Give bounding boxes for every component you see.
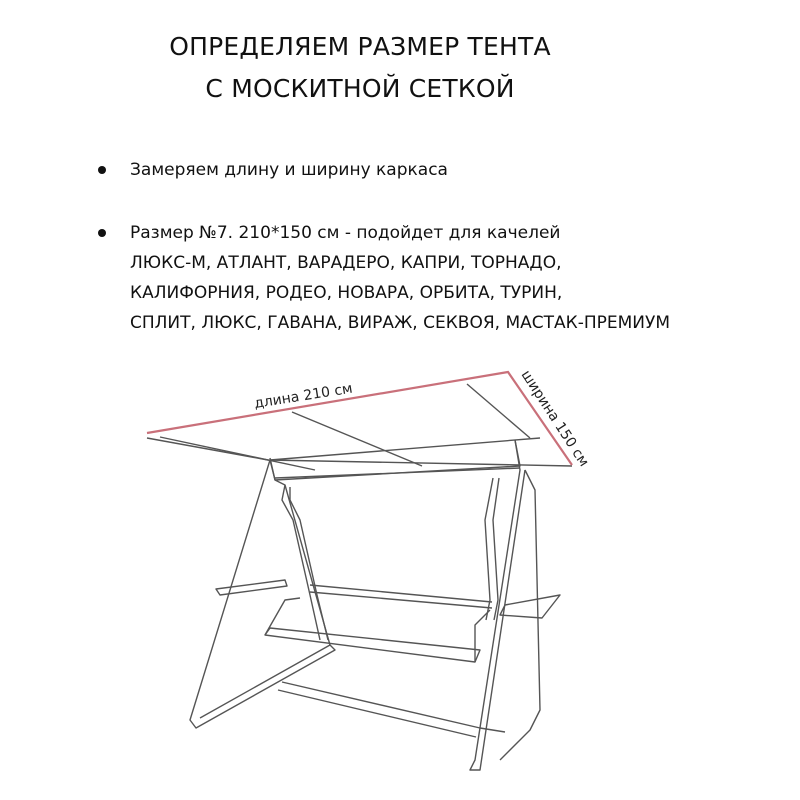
swing-frame	[147, 384, 572, 770]
length-label: длина 210 см	[253, 380, 354, 412]
bullet-text: ЛЮКС-М, АТЛАНТ, ВАРАДЕРО, КАПРИ, ТОРНАДО,	[130, 253, 562, 273]
page-title-line-2: С МОСКИТНОЙ СЕТКОЙ	[205, 74, 515, 103]
bullet-text: Размер №7. 210*150 см - подойдет для качелей	[130, 223, 561, 243]
bullet-text: КАЛИФОРНИЯ, РОДЕО, НОВАРА, ОРБИТА, ТУРИН,	[130, 283, 563, 303]
bullet-text: СПЛИТ, ЛЮКС, ГАВАНА, ВИРАЖ, СЕКВОЯ, МАСТАК-ПРЕМИУМ	[130, 313, 671, 333]
page-title-line-1: ОПРЕДЕЛЯЕМ РАЗМЕР ТЕНТА	[169, 32, 551, 61]
bullet-text: Замеряем длину и ширину каркаса	[130, 160, 448, 180]
width-label: ширина 150 см	[517, 367, 592, 470]
